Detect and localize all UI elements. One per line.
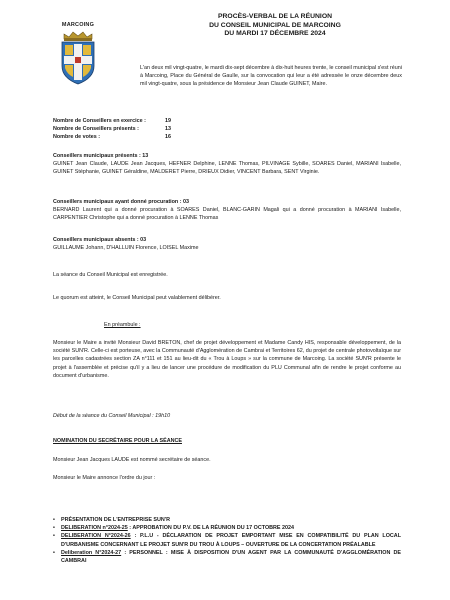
title-line: DU CONSEIL MUNICIPAL DE MARCOING	[209, 21, 341, 29]
count-row	[53, 133, 233, 141]
count-label: Nombre de Conseillers présents :	[53, 126, 139, 133]
bullet-icon: •	[53, 549, 55, 556]
count-label: Nombre de Conseillers en exercice :	[53, 118, 146, 124]
bullet-icon: •	[53, 533, 55, 540]
title-line: PROCÈS-VERBAL DE LA RÉUNION	[217, 13, 333, 20]
present-members	[53, 152, 401, 177]
crest-label: MARCOING	[61, 22, 95, 28]
agenda-label: Deliberation N°2024-27	[61, 549, 122, 556]
count-value: 13	[165, 126, 171, 133]
proxy-members	[53, 198, 401, 223]
proxy-list: BERNARD Laurent qui a donné procuration à SOARES Daniel, BLANC-GARIN Magali qui a donné procuration à MARIANI Isabelle, CARPENTIER Christophe qui a donné procuration à LENNE Thomas	[53, 207, 401, 222]
quorum-note: Le quorum est atteint, le Conseil Municipal peut valablement délibérer.	[53, 295, 221, 301]
present-list: GUINET Jean Claude, LAUDE Jean Jacques, HEFNER Delphine, LENNE Thomas, PILVINAGE Sybille, SOARES Daniel, MARIANI Isabelle, GUINET Stéphanie, GUINET Géraldine, MALDERET Pierre, DRIEUX Didier, VINCENT Barbara, SENT Virginie.	[53, 161, 401, 176]
title-line: DU MARDI 17 DÉCEMBRE 2024	[224, 30, 326, 37]
absent-members	[53, 236, 401, 252]
count-value: 19	[165, 118, 171, 124]
bullet-icon: •	[53, 525, 55, 532]
agenda-label: DELIBERATION N°2024-26	[61, 533, 131, 540]
secretary-text: Monsieur Jean Jacques LAUDE est nommé secrétaire de séance.	[53, 457, 211, 463]
absent-list: GUILLAUME Johann, D'HALLUIN Florence, LOISEL Maxime	[53, 245, 199, 252]
absent-heading: Conseillers municipaux absents : 03	[53, 237, 147, 243]
document-title	[175, 13, 375, 39]
count-row	[53, 117, 233, 125]
secretary-heading: NOMINATION DU SECRÉTAIRE POUR LA SÉANCE	[53, 438, 182, 444]
intro-paragraph: L'an deux mil vingt-quatre, le mardi dix-sept décembre à dix-huit heures trente, le conseil municipal s'est réuni à Marcoing, Place du Général de Gaulle, sur la convocation qui leur a été adressée le onze décembre deux mil vingt-quatre, sous la présidence de Monsieur Jean Claude GUINET, Maire.	[140, 65, 402, 88]
session-start: Début de la séance du Conseil Municipal : 19h10	[53, 413, 171, 419]
agenda-text: PRÉSENTATION DE L'ENTREPRISE SUN'R	[61, 517, 170, 523]
municipal-crest	[50, 22, 106, 88]
count-value: 16	[165, 134, 171, 141]
count-label: Nombre de votes :	[53, 134, 101, 141]
agenda-text: : P.L.U - DÉCLARATION DE PROJET EMPORTANT MISE EN COMPATIBILITÉ DU PLAN LOCAL D'URBANISME CONCERNANT LE PROJET SUN'R DU TROU À LOUPS – OUVERTURE DE LA CONCERTATION PRÉALABLE	[61, 533, 401, 548]
recorded-note: La séance du Conseil Municipal est enregistrée.	[53, 272, 168, 278]
attendance-counts	[53, 117, 233, 142]
agenda-item	[53, 524, 401, 532]
coat-of-arms-icon	[56, 30, 100, 86]
preamble-text: Monsieur le Maire a invité Monsieur David BRETON, chef de projet développement et Madame Candy HIS, responsable développement, de la société SUN'R. Celle-ci est porteuse, avec la Communauté d'Agglomération de Cambrai et Territoires 62, du projet de centrale photovoltaïque sur les parcelles cadastrées section ZA n°111 et 151 au lieu-dit du « Trou à Loups » sur la commune de Marcoing. La société SUN'R présente le projet à l'assemblée et précise qu'il y a lieu de lancer une procédure de modification du PLU Communal afin de rendre le projet conforme au document d'urbanisme.	[53, 340, 401, 379]
agenda-text: : APPROBATION DU P.V. DE LA RÉUNION DU 17 OCTOBRE 2024	[127, 525, 295, 532]
agenda-label: DELIBERATION n°2024-25	[61, 525, 128, 532]
preamble-title: En préambule :	[104, 322, 141, 328]
bullet-icon: •	[53, 517, 55, 523]
agenda-item	[53, 532, 401, 548]
agenda-list	[53, 516, 401, 565]
agenda-item	[53, 549, 401, 565]
proxy-heading: Conseillers municipaux ayant donné procuration : 03	[53, 199, 189, 205]
agenda-item	[53, 516, 401, 524]
agenda-intro: Monsieur le Maire annonce l'ordre du jour :	[53, 475, 156, 481]
agenda-text: : PERSONNEL : MISE À DISPOSITION D'UN AGENT PAR LA COMMUNAUTÉ D'AGGLOMÉRATION DE CAMBRAI	[61, 549, 401, 565]
count-row	[53, 125, 233, 133]
present-heading: Conseillers municipaux présents : 13	[53, 153, 149, 159]
